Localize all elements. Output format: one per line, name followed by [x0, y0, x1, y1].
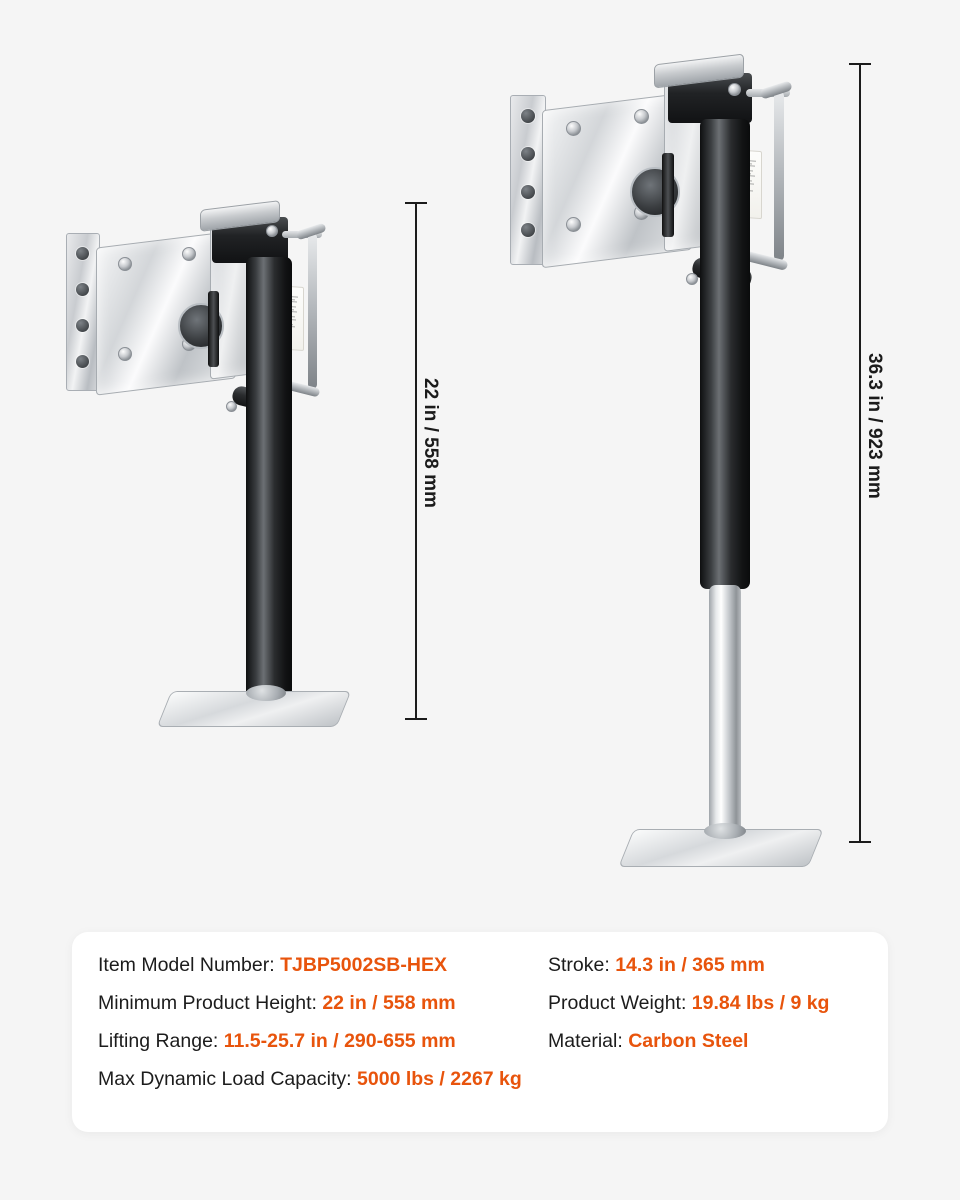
- spec-item-min-height: [98, 992, 548, 1015]
- crank-arm: [774, 91, 784, 261]
- spec-item-weight: [548, 992, 862, 1015]
- gearbox-bolt: [728, 83, 741, 96]
- bracket-bolt: [118, 347, 132, 361]
- grip-end-cap: [226, 401, 237, 412]
- spec-value-min-height: 22 in / 558 mm: [322, 992, 456, 1014]
- pivot-pin: [208, 291, 219, 367]
- bracket-bolt: [634, 109, 649, 124]
- spec-value-weight: 19.84 lbs / 9 kg: [691, 992, 830, 1014]
- bracket-bolt: [566, 217, 581, 232]
- foot-boss: [246, 685, 286, 701]
- product-jack-extended: [500, 45, 860, 875]
- grip-end-cap: [686, 273, 698, 285]
- spec-item-stroke: [548, 954, 862, 977]
- mounting-hole: [521, 223, 535, 237]
- spec-item-load-capacity: [98, 1068, 862, 1091]
- mounting-hole: [76, 283, 89, 296]
- spec-key-lifting-range: Lifting Range:: [98, 1030, 224, 1052]
- dimension-cap-bottom: [405, 718, 427, 720]
- dimension-label-left: 22 in / 558 mm: [420, 378, 441, 508]
- dimension-label-right: 36.3 in / 923 mm: [864, 353, 885, 499]
- spec-value-material: Carbon Steel: [628, 1030, 749, 1052]
- spec-key-weight: Product Weight:: [548, 992, 692, 1014]
- gearbox-bolt: [266, 225, 278, 237]
- mounting-hole: [521, 185, 535, 199]
- bracket-bolt: [182, 247, 196, 261]
- specification-card: [72, 932, 888, 1132]
- spec-key-load-capacity: Max Dynamic Load Capacity:: [98, 1068, 358, 1090]
- mounting-hole: [76, 355, 89, 368]
- spec-key-material: Material:: [548, 1030, 629, 1052]
- foot-boss: [704, 823, 746, 839]
- mounting-hole: [521, 109, 535, 123]
- spec-key-stroke: Stroke:: [548, 954, 616, 976]
- outer-tube: [700, 119, 750, 589]
- mounting-hole: [76, 319, 89, 332]
- dimension-line: [859, 63, 861, 843]
- dimension-cap-bottom: [849, 841, 871, 843]
- spec-value-lifting-range: 11.5-25.7 in / 290-655 mm: [223, 1030, 456, 1052]
- spec-value-model-number: TJBP5002SB-HEX: [280, 954, 447, 976]
- bracket-bolt: [118, 257, 132, 271]
- bracket-bolt: [566, 121, 581, 136]
- dimension-line: [415, 202, 417, 720]
- spec-item-lifting-range: [98, 1030, 548, 1053]
- inner-tube-extended: [709, 585, 741, 835]
- spec-item-model-number: [98, 954, 548, 977]
- crank-arm: [308, 233, 317, 389]
- spec-value-stroke: 14.3 in / 365 mm: [615, 954, 765, 976]
- spec-key-min-height: Minimum Product Height:: [98, 992, 323, 1014]
- mounting-hole: [76, 247, 89, 260]
- pivot-pin: [662, 153, 674, 237]
- specification-grid: [98, 954, 862, 1091]
- spec-key-model-number: Item Model Number:: [98, 954, 281, 976]
- outer-tube: [246, 257, 292, 697]
- mounting-hole: [521, 147, 535, 161]
- product-jack-retracted: [60, 195, 410, 740]
- spec-value-load-capacity: 5000 lbs / 2267 kg: [357, 1068, 522, 1090]
- spec-item-material: [548, 1030, 862, 1053]
